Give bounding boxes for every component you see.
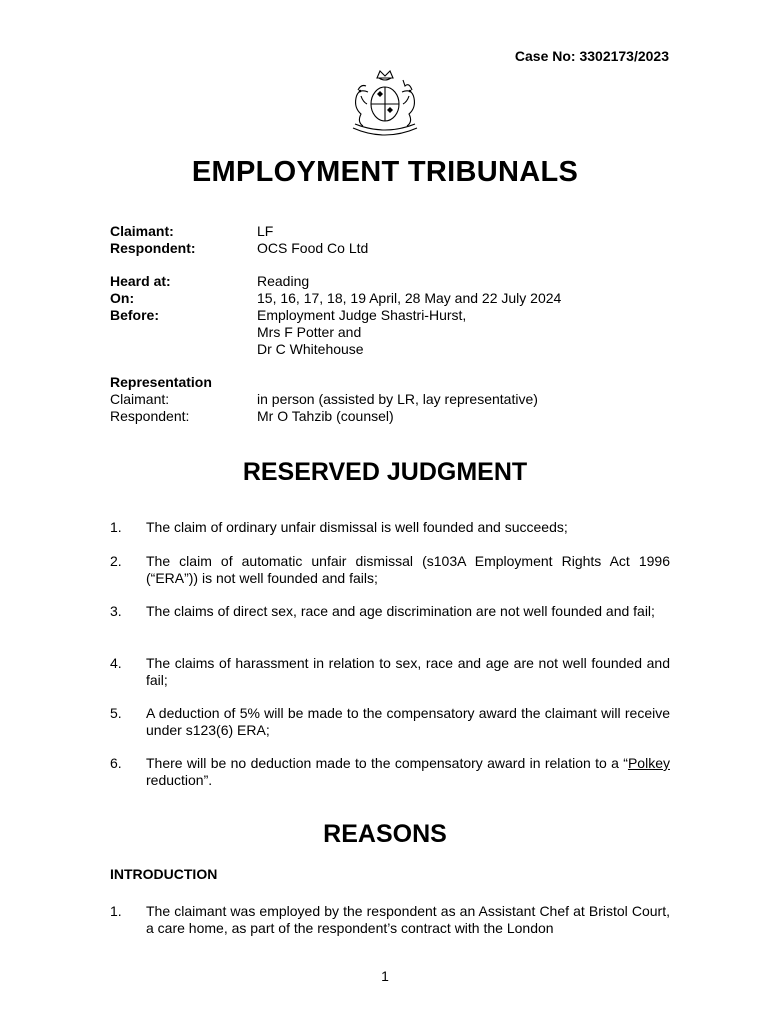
item-text: The claim of ordinary unfair dismissal is well founded and succeeds; [146,519,568,535]
claimant-rep-label: Claimant: [110,391,170,407]
introduction-heading: INTRODUCTION [110,866,218,882]
item-number: 5. [110,705,122,721]
judgment-item [110,603,670,620]
reasons-item [110,903,670,937]
respondent-rep-label: Respondent: [110,408,190,424]
judgment-item [110,553,670,587]
judgment-item [110,705,670,739]
item-number: 2. [110,553,122,569]
respondent-value: OCS Food Co Ltd [257,240,369,256]
judgment-item [110,755,670,789]
royal-coat-of-arms-emblem [333,66,437,140]
case-number: Case No: 3302173/2023 [514,48,669,64]
polkey-term: Polkey [627,755,670,771]
judgment-list [110,655,670,689]
judgment-heading: RESERVED JUDGMENT [242,458,528,486]
panel-member-whitehouse: Dr C Whitehouse [257,341,364,357]
panel-member-potter: Mrs F Potter and [257,324,362,340]
reasons-list [110,903,670,937]
item-text: The claim of automatic unfair dismissal (s103A Employment Rights Act 1996 (“ERA”)) is not well founded and fails; [146,553,670,586]
item-number: 6. [110,755,122,771]
item-text-before: There will be no deduction made to the compensatory award in relation to a “ [146,755,628,771]
heard-at-label: Heard at: [110,273,171,289]
item-text [146,755,670,789]
item-number: 3. [110,603,122,619]
item-text: The claims of harassment in relation to sex, race and age are not well founded and fail; [146,655,670,688]
reasons-heading: REASONS [323,820,447,848]
document-title: EMPLOYMENT TRIBUNALS [191,156,579,188]
judgment-list [110,553,670,587]
heard-at-value: Reading [257,273,310,289]
item-number: 4. [110,655,122,671]
judgment-item [110,655,670,689]
judgment-list [110,519,670,536]
item-text: A deduction of 5% will be made to the compensatory award the claimant will receive under s123(6) ERA; [146,705,670,738]
claimant-value: LF [257,223,274,239]
judgment-list [110,755,670,789]
representation-heading: Representation [110,374,212,390]
item-number: 1. [110,903,122,919]
panel-member-judge: Employment Judge Shastri-Hurst, [257,307,467,323]
item-text-after: reduction”. [146,772,213,788]
page-number: 1 [381,968,389,984]
judgment-list [110,705,670,739]
before-label: Before: [110,307,160,323]
item-text: The claimant was employed by the respondent as an Assistant Chef at Bristol Court, a care home, as part of the respondent’s contract with the London [146,903,670,936]
judgment-list [110,603,670,620]
item-text: The claims of direct sex, race and age discrimination are not well founded and fail; [146,603,655,619]
on-label: On: [110,290,135,306]
respondent-rep-value: Mr O Tahzib (counsel) [257,408,394,424]
hearing-dates-value: 15, 16, 17, 18, 19 April, 28 May and 22 July 2024 [257,290,562,306]
item-number: 1. [110,519,122,535]
claimant-rep-value: in person (assisted by LR, lay representative) [257,391,538,407]
judgment-item [110,519,670,536]
claimant-label: Claimant: [110,223,174,239]
respondent-label: Respondent: [110,240,196,256]
